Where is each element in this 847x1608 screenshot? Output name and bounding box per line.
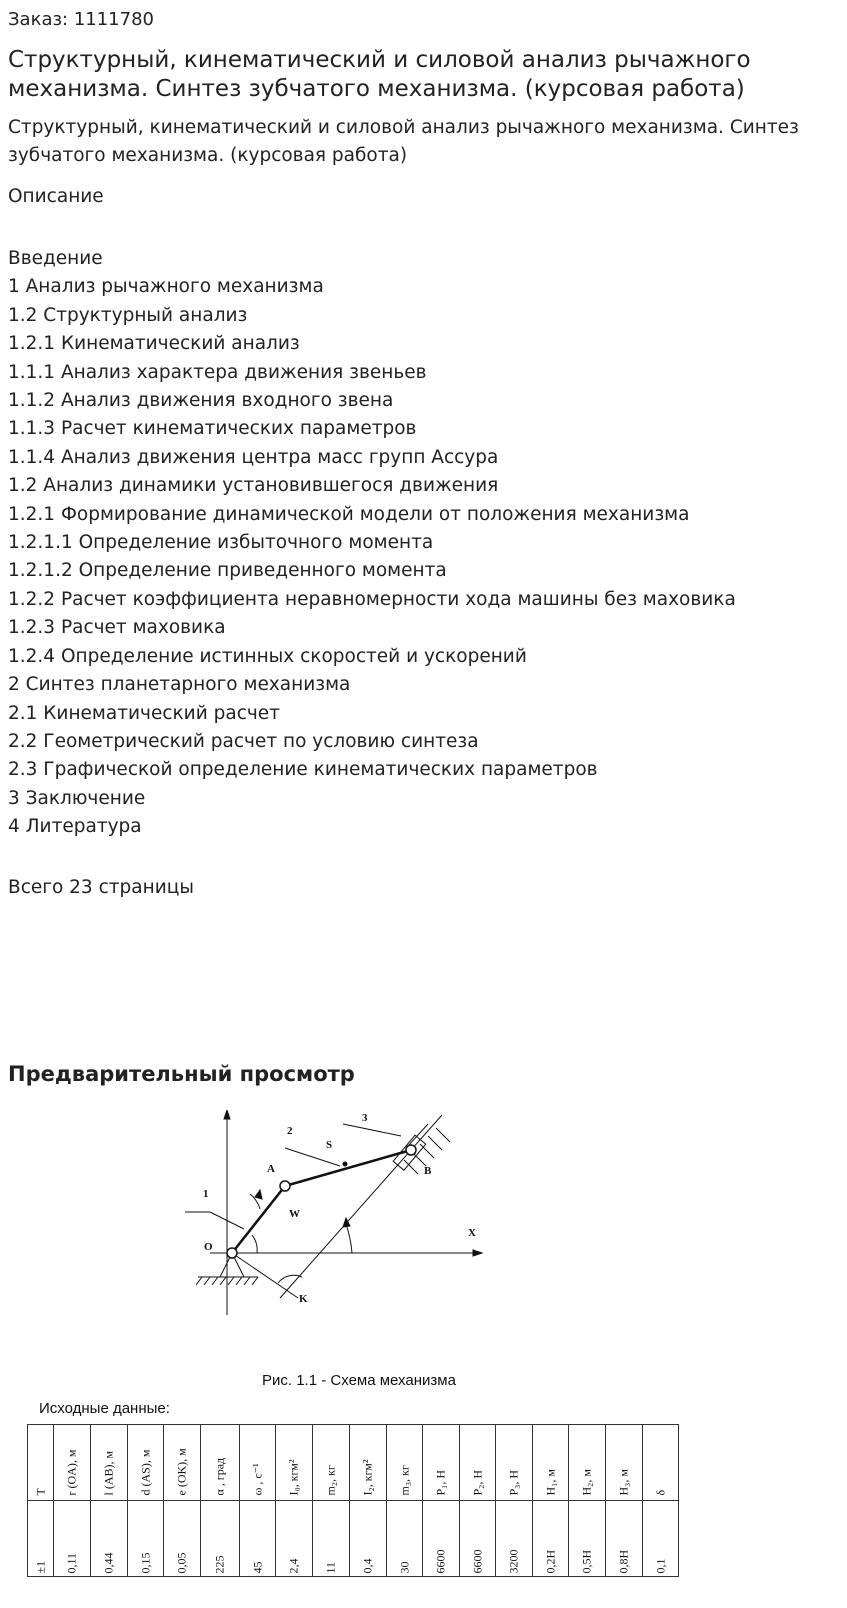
value-text: 6600: [433, 1549, 448, 1574]
value-text: 3200: [506, 1549, 521, 1574]
header-cell: [313, 1425, 350, 1501]
value-cell: [350, 1501, 387, 1577]
header-cell: [164, 1425, 201, 1501]
toc-item: 1.1.3 Расчет кинематических параметров: [8, 418, 417, 440]
value-text: 0,1: [653, 1558, 667, 1574]
value-cell: [164, 1501, 201, 1577]
mechanism-scheme: [180, 1110, 500, 1330]
label-w: W: [289, 1208, 300, 1220]
joint-b: [406, 1145, 416, 1155]
header-text: e (OK), м: [174, 1448, 189, 1496]
initial-data-table: [27, 1424, 679, 1577]
header-text: ω , с⁻¹: [250, 1463, 264, 1496]
header-text: H₃, м: [616, 1469, 631, 1496]
value-text: ±1: [33, 1560, 47, 1574]
pages-total: Всего 23 страницы: [8, 877, 194, 898]
value-text: 0,4: [360, 1558, 375, 1574]
toc-item: 2 Синтез планетарного механизма: [8, 674, 351, 696]
toc-item: 3 Заключение: [8, 787, 146, 809]
x-axis-arrow: [473, 1250, 482, 1256]
value-cell: [201, 1501, 240, 1577]
value-cell: [423, 1501, 460, 1577]
label-3: 3: [362, 1112, 368, 1124]
value-cell: [606, 1501, 643, 1577]
toc-item: 1.2.2 Расчет коэффициента неравномерности хода машины без маховика: [8, 588, 736, 610]
header-text: H₂, м: [579, 1469, 594, 1496]
header-text: P₁, Н: [433, 1469, 448, 1496]
toc-item: 1.2.1 Формирование динамической модели от положения механизма: [8, 503, 690, 525]
header-text: I₂, кгм²: [360, 1459, 375, 1496]
label-k: K: [299, 1293, 308, 1305]
header-cell: [496, 1425, 533, 1501]
value-cell: [533, 1501, 569, 1577]
header-cell: [276, 1425, 313, 1501]
header-text: H₁, м: [543, 1469, 557, 1496]
value-cell: [496, 1501, 533, 1577]
header-cell: [54, 1425, 91, 1501]
header-text: δ: [653, 1489, 667, 1496]
values-row: [28, 1501, 679, 1577]
value-text: 0,11: [64, 1552, 79, 1574]
joint-a: [280, 1181, 290, 1191]
figure-caption: Рис. 1.1 - Схема механизма: [262, 1372, 456, 1389]
toc-item: 1.2.4 Определение истинных скоростей и ускорений: [8, 645, 527, 667]
header-text: I₀, кгм²: [286, 1459, 301, 1496]
label-x: X: [468, 1227, 476, 1239]
value-cell: [460, 1501, 496, 1577]
header-text: r (OA), м: [64, 1449, 79, 1496]
value-cell: [128, 1501, 164, 1577]
label-s: S: [326, 1139, 333, 1151]
header-text: l (AB), м: [101, 1450, 116, 1496]
description-heading: Описание: [8, 186, 104, 207]
header-text: α , град: [212, 1457, 227, 1496]
toc-item: 1.1.1 Анализ характера движения звеньев: [8, 361, 427, 383]
value-text: 0,44: [101, 1552, 116, 1574]
toc-item: 1.2.1.2 Определение приведенного момента: [8, 560, 447, 582]
value-cell: [240, 1501, 276, 1577]
point-s: [343, 1162, 347, 1166]
label-a: A: [267, 1163, 275, 1175]
toc-item: 2.2 Геометрический расчет по условию синтеза: [8, 730, 479, 752]
angle-arc-o: [252, 1235, 257, 1253]
initial-data-label: Исходные данные:: [39, 1400, 170, 1417]
label-o: O: [204, 1241, 213, 1253]
angle-arc-x: [346, 1224, 352, 1253]
header-row: [28, 1425, 679, 1501]
guide-line: [280, 1115, 442, 1298]
table-of-contents: [8, 245, 736, 842]
header-cell: [643, 1425, 679, 1501]
header-cell: [201, 1425, 240, 1501]
header-cell: [28, 1425, 54, 1501]
value-text: 6600: [470, 1549, 484, 1574]
joint-o: [227, 1248, 237, 1258]
header-cell: [350, 1425, 387, 1501]
value-text: 0,05: [174, 1552, 189, 1574]
value-text: 30: [397, 1561, 411, 1574]
label-b: B: [424, 1165, 432, 1177]
value-text: 0,15: [138, 1552, 152, 1574]
header-text: P₃, Н: [506, 1469, 521, 1496]
leader-3: [343, 1124, 401, 1136]
preview-heading: Предварительный просмотр: [8, 1062, 355, 1086]
header-cell: [533, 1425, 569, 1501]
value-cell: [276, 1501, 313, 1577]
value-text: 11: [323, 1561, 338, 1574]
header-cell: [606, 1425, 643, 1501]
header-cell: [387, 1425, 423, 1501]
value-cell: [569, 1501, 606, 1577]
toc-item: 1.2 Анализ динамики установившегося движения: [8, 475, 499, 497]
header-cell: [240, 1425, 276, 1501]
value-cell: [387, 1501, 423, 1577]
order-number: Заказ: 1111780: [8, 9, 154, 30]
value-text: 2,4: [286, 1558, 301, 1574]
header-cell: [91, 1425, 128, 1501]
page-subtitle: Структурный, кинематический и силовой анализ рычажного механизма. Синтез зубчатого механизма. (курсовая работа): [8, 117, 799, 166]
header-text: m₃, кг: [397, 1465, 411, 1496]
toc-item: 1.1.4 Анализ движения центра масс групп Ассура: [8, 446, 499, 468]
value-cell: [28, 1501, 54, 1577]
value-text: 0,5H: [579, 1549, 594, 1574]
value-text: 225: [212, 1555, 227, 1574]
value-cell: [54, 1501, 91, 1577]
rod-ab: [285, 1150, 411, 1186]
label-2: 2: [287, 1125, 293, 1137]
header-text: d (AS), м: [138, 1449, 152, 1496]
toc-item: 1 Анализ рычажного механизма: [8, 276, 324, 298]
toc-item: 1.2 Структурный анализ: [8, 304, 248, 326]
value-cell: [643, 1501, 679, 1577]
header-text: m₂, кг: [323, 1465, 338, 1496]
header-text: T: [33, 1488, 47, 1496]
header-cell: [423, 1425, 460, 1501]
page-title: Структурный, кинематический и силовой анализ рычажного механизма. Синтез зубчатого механизма. (курсовая работа): [8, 47, 751, 102]
toc-item: 2.1 Кинематический расчет: [8, 702, 280, 724]
header-cell: [128, 1425, 164, 1501]
value-text: 0,8H: [616, 1549, 631, 1574]
value-text: 0,2H: [543, 1549, 557, 1574]
header-cell: [460, 1425, 496, 1501]
toc-item: 1.2.3 Расчет маховика: [8, 617, 226, 639]
toc-item: 1.1.2 Анализ движения входного звена: [8, 390, 394, 412]
header-cell: [569, 1425, 606, 1501]
value-text: 45: [250, 1561, 264, 1574]
label-1: 1: [203, 1188, 209, 1200]
toc-item: 2.3 Графической определение кинематических параметров: [8, 759, 598, 781]
toc-item: Введение: [8, 248, 103, 269]
ok-line: [232, 1253, 298, 1298]
header-text: P₂, Н: [470, 1469, 484, 1496]
toc-item: 4 Литература: [8, 816, 142, 838]
toc-item: 1.2.1.1 Определение избыточного момента: [8, 532, 434, 554]
y-axis-arrow: [224, 1110, 230, 1119]
value-cell: [313, 1501, 350, 1577]
value-cell: [91, 1501, 128, 1577]
toc-item: 1.2.1 Кинематический анализ: [8, 333, 300, 355]
